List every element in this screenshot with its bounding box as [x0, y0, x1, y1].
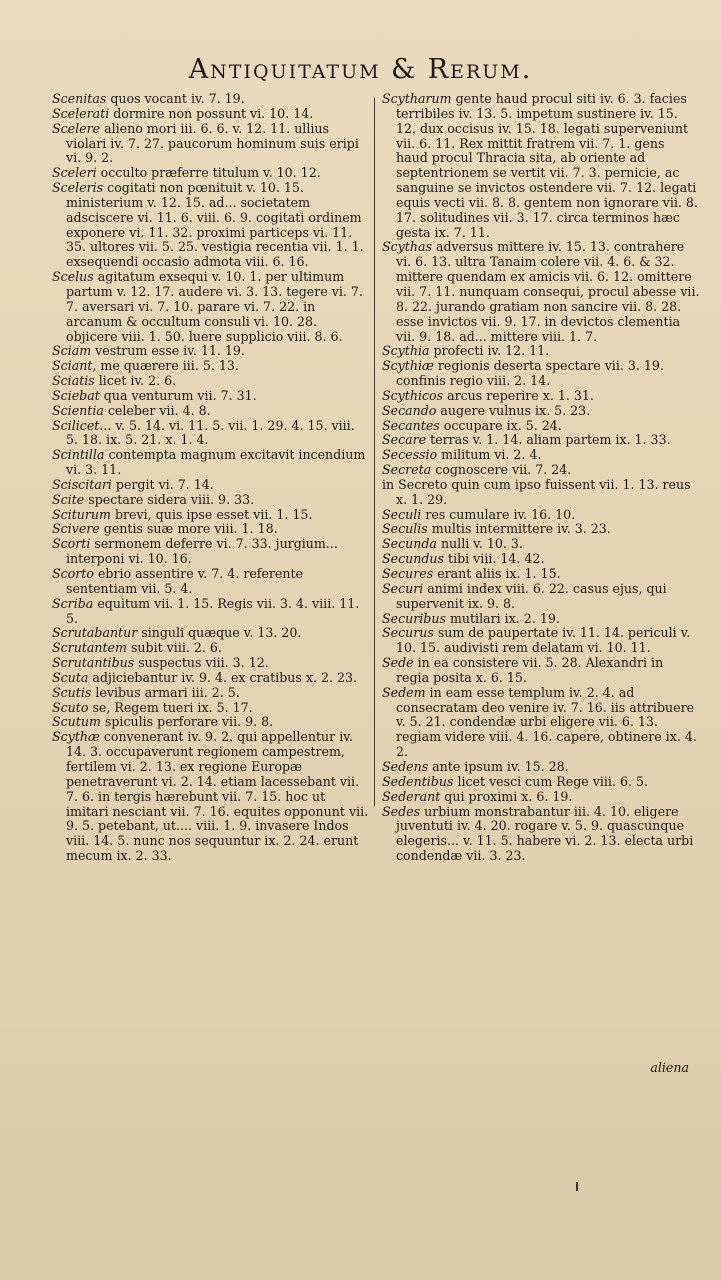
index-headword: Secando — [382, 402, 437, 418]
index-headword: Sciant — [52, 358, 93, 374]
index-references: celeber vii. 4. 8. — [103, 402, 211, 418]
index-entry — [52, 419, 369, 449]
index-references: augere vulnus ix. 5. 23. — [436, 402, 591, 418]
index-references: in ea consistere vii. 5. 28. Alexandri in regia posita x. 6. 15. — [396, 655, 664, 685]
index-headword: Scythicos — [382, 387, 444, 403]
index-references: terras v. 1. 14. aliam partem ix. 1. 33. — [426, 432, 671, 448]
index-entry — [382, 92, 700, 240]
index-entry — [52, 656, 369, 671]
index-entry — [52, 122, 369, 167]
index-headword: Sciam — [52, 343, 92, 359]
index-headword: Secreta — [382, 462, 432, 478]
index-headword: Scuto — [52, 699, 89, 715]
index-headword: Sciebat — [52, 387, 100, 403]
index-references: licet iv. 2. 6. — [94, 373, 177, 389]
index-references: ... v. 5. 14. vi. 11. 5. vii. 1. 29. 4. 15. viii. 5. 18. ix. 5. 21. x. 1. 4. — [66, 417, 355, 448]
index-entry — [382, 656, 700, 686]
index-headword: Seculi — [382, 506, 422, 522]
index-headword: Securi — [382, 580, 424, 596]
index-references: suspectus viii. 3. 12. — [134, 655, 269, 671]
index-entry — [52, 537, 369, 567]
index-headword: Sciatis — [52, 373, 95, 389]
index-headword: Scenitas — [52, 91, 107, 106]
index-entry — [382, 508, 700, 523]
index-headword: Sede — [382, 655, 414, 671]
running-header: Antiquitatum & Rerum. — [188, 54, 533, 85]
index-headword: Secare — [382, 432, 427, 448]
index-references: arcus reperire x. 1. 31. — [443, 387, 594, 403]
index-entry — [382, 775, 700, 790]
index-entry — [382, 537, 700, 552]
index-headword: Sedem — [382, 684, 426, 700]
index-references: brevi, quis ipse esset vii. 1. 15. — [110, 506, 313, 522]
index-entry — [52, 730, 369, 864]
index-entry — [382, 522, 700, 537]
index-headword: Scivere — [52, 521, 100, 537]
index-entry — [52, 448, 369, 478]
index-references: adversus mittere iv. 15. 13. contrahere vi. 6. 13. ultra Tanaim colere vii. 4. 6. & 32. mittere quendam ex amicis vii. 6. 12. omittere vii. 7. 11. nunquam consequi, procul abesse vii. 8. 22. jurando gratiam non sancire vii. 8. 28. esse invictos vii. 9. 17. in devictos clementia vii. 9. 18. ad... mittere viii. 1. 7. — [396, 239, 700, 344]
index-headword: Sciscitari — [52, 476, 112, 492]
index-entry — [382, 463, 700, 478]
index-references: agitatum exsequi v. 10. 1. per ultimum partum v. 12. 17. audere vi. 3. 13. tegere vi. 7. 7. aversari vi. 7. 10. parare vi. 7. 22. in arcanum & occultum consuli vi. 10. 28. objicere viii. 1. 50. luere supplicio viii. 8. 6. — [66, 269, 363, 344]
index-references: ante ipsum iv. 15. 28. — [428, 758, 569, 774]
index-entry — [52, 107, 369, 122]
index-entry — [382, 626, 700, 656]
index-references: equitum vii. 1. 15. Regis vii. 3. 4. viii. 11. 5. — [66, 595, 360, 626]
index-references: quos vocant iv. 7. 19. — [106, 91, 245, 106]
index-column-right — [382, 92, 700, 864]
index-headword: Scrutantibus — [52, 655, 135, 671]
index-references: dormire non possunt vi. 10. 14. — [109, 105, 314, 121]
index-references: adjiciebantur iv. 9. 4. ex cratibus x. 2. 23. — [88, 669, 358, 685]
index-headword: Sciturum — [52, 506, 111, 522]
index-references: regionis deserta spectare vii. 3. 19. confinis regio viii. 2. 14. — [396, 358, 664, 389]
index-references: erant aliis ix. 1. 15. — [433, 566, 561, 581]
index-entry — [382, 612, 700, 627]
index-entry — [52, 508, 369, 523]
index-references: spiculis perforare vii. 9. 8. — [100, 714, 274, 730]
index-references: , me quærere iii. 5. 13. — [92, 358, 239, 374]
page-mark — [576, 1182, 578, 1191]
index-headword: Scientia — [52, 402, 104, 418]
index-headword: Scorto — [52, 566, 94, 581]
index-references: urbium monstrabantur iii. 4. 10. eligere juventuti iv. 4. 20. rogare v. 5. 9. quascunque elegeris... v. 11. 5. habere vi. 2. 13. electa urbi condendæ vii. 3. 23. — [396, 803, 694, 864]
index-entry — [52, 389, 369, 404]
index-entry — [52, 92, 369, 107]
index-headword: Sceleris — [52, 180, 104, 196]
index-headword: Scuta — [52, 669, 89, 685]
index-headword: Secessio — [382, 447, 438, 463]
index-entry — [52, 701, 369, 716]
index-entry — [52, 359, 369, 374]
index-references: convenerant iv. 9. 2. qui appellentur iv. 14. 3. occupaverunt regionem campestrem, fertilem vi. 2. 13. ex regione Europæ penetraverunt vi. 2. 14. etiam lacessebant vii. 7. 6. in tergis hærebunt vii. 7. 15. hoc ut imitari nesciant vii. 7. 16. equites opponunt vii. 9. 5. petebant, ut.... viii. 1. 9. invasere Indos viii. 14. 5. nunc nos sequuntur ix. 2. 24. erunt mecum ix. 2. 33. — [66, 729, 369, 864]
index-entry — [52, 567, 369, 597]
index-column-left — [52, 92, 369, 864]
index-entry — [382, 552, 700, 567]
index-headword: Scriba — [52, 595, 94, 611]
index-entry — [52, 270, 369, 344]
index-entry — [382, 433, 700, 448]
index-headword: Sederant — [382, 788, 441, 804]
index-references: occulto præferre titulum v. 10. 12. — [96, 165, 321, 181]
index-references: animi index viii. 6. 22. casus ejus, qui supervenit ix. 9. 8. — [396, 580, 667, 611]
index-references: occupare ix. 5. 24. — [439, 417, 562, 433]
index-headword: Scythia — [382, 343, 430, 359]
index-headword: Sedes — [382, 803, 421, 819]
index-headword: Scythas — [382, 239, 432, 255]
index-references: in Secreto quin cum ipso fuissent vii. 1. 13. reus x. 1. 29. — [382, 476, 691, 507]
index-headword: Secures — [382, 566, 434, 581]
index-entry — [52, 344, 369, 359]
index-headword: Secantes — [382, 417, 440, 433]
index-references: cognoscere vii. 7. 24. — [431, 462, 572, 478]
index-references: sum de paupertate iv. 11. 14. periculi v. 10. 15. audivisti rem delatam vi. 10. 11. — [396, 625, 691, 656]
index-references: gente haud procul siti iv. 6. 3. facies terribiles iv. 13. 5. impetum sustinere iv. 15. 12. dux occisus iv. 15. 18. legati superveniunt vii. 6. 11. Rex mittit fratrem vii. 7. 1. gens haud procul Thracia sita, ab oriente ad septentrionem se vertit vii. 7. 3. pernicie, ac sanguine se invictos ostendere vii. 7. 12. legati equis vecti vii. 8. 8. gentem non ignorare vii. 8. 17. solitudines vii. 3. 17. circa terminos hæc gesta ix. 7. 11. — [396, 91, 698, 240]
index-headword: Scorti — [52, 536, 91, 552]
index-entry — [52, 715, 369, 730]
index-headword: Seculis — [382, 521, 428, 537]
index-headword: Scutis — [52, 684, 92, 700]
index-entry — [52, 626, 369, 641]
index-headword: Sedentibus — [382, 773, 454, 789]
index-entry — [382, 240, 700, 344]
index-headword: Scelus — [52, 269, 94, 285]
index-references: pergit vi. 7. 14. — [111, 476, 214, 492]
index-headword: Sedens — [382, 758, 429, 774]
index-entry — [382, 359, 700, 389]
index-references: ebrio assentire v. 7. 4. referente sententiam vii. 5. 4. — [66, 566, 304, 596]
index-headword: Secunda — [382, 536, 437, 552]
index-entry — [52, 478, 369, 493]
column-divider — [374, 98, 375, 806]
index-references: spectare sidera viii. 9. 33. — [84, 491, 255, 507]
index-references: singuli quæque v. 13. 20. — [137, 625, 302, 641]
index-entry — [52, 181, 369, 270]
index-entry — [382, 760, 700, 775]
index-entry — [382, 448, 700, 463]
index-references: levibus armari iii. 2. 5. — [91, 684, 240, 700]
index-references: res cumulare iv. 16. 10. — [421, 506, 576, 522]
index-headword: Secundus — [382, 551, 444, 567]
index-entry — [382, 567, 700, 582]
index-headword: Scrutabantur — [52, 625, 138, 641]
index-entry — [382, 478, 700, 508]
index-headword: Scelerati — [52, 105, 110, 121]
index-entry — [52, 597, 369, 627]
index-headword: Scintilla — [52, 447, 105, 463]
index-entry — [52, 166, 369, 181]
index-references: sermonem deferre vi. 7. 33. jurgium... interponi vi. 10. 16. — [66, 536, 338, 567]
index-references: in eam esse templum iv. 2. 4. ad consecratam deo venire iv. 7. 16. iis attribuere v. 5. 21. condendæ urbi eligere vii. 6. 13. regiam videre viii. 4. 16. capere, obtinere ix. 4. 2. — [396, 684, 697, 760]
index-entry — [52, 641, 369, 656]
index-entry — [382, 805, 700, 864]
index-entry — [382, 790, 700, 805]
index-references: qua venturum vii. 7. 31. — [99, 387, 257, 403]
index-entry — [52, 686, 369, 701]
index-entry — [52, 404, 369, 419]
index-references: multis intermittere iv. 3. 23. — [427, 521, 611, 537]
index-entry — [382, 389, 700, 404]
index-entry — [382, 582, 700, 612]
index-references: subit viii. 2. 6. — [126, 640, 222, 656]
index-headword: Scythæ — [52, 729, 100, 745]
index-references: profecti iv. 12. 11. — [429, 343, 550, 359]
index-headword: Scilicet — [52, 417, 100, 433]
index-entry — [382, 344, 700, 359]
index-headword: Scrutantem — [52, 640, 127, 656]
index-entry — [382, 686, 700, 760]
index-references: contempta magnum excitavit incendium vi. 3. 11. — [66, 447, 366, 478]
index-references: alieno mori iii. 6. 6. v. 12. 11. ullius violari iv. 7. 27. paucorum hominum suis eripi vi. 9. 2. — [66, 120, 359, 166]
index-headword: Scite — [52, 491, 85, 507]
index-references: tibi viii. 14. 42. — [444, 551, 545, 567]
index-entry — [52, 522, 369, 537]
index-references: qui proximi x. 6. 19. — [440, 788, 573, 804]
index-headword: Scutum — [52, 714, 101, 730]
index-entry — [52, 374, 369, 389]
index-headword: Scelere — [52, 120, 101, 136]
index-references: se, Regem tueri ix. 5. 17. — [88, 699, 253, 715]
index-references: mutilari ix. 2. 19. — [445, 610, 560, 626]
index-headword: Sceleri — [52, 165, 97, 181]
index-entry — [382, 404, 700, 419]
index-references: licet vesci cum Rege viii. 6. 5. — [453, 773, 648, 789]
index-entry — [52, 493, 369, 508]
index-references: gentis suæ more viii. 1. 18. — [99, 521, 278, 537]
index-references: nulli v. 10. 3. — [436, 536, 523, 552]
index-references: militum vi. 2. 4. — [437, 447, 542, 463]
index-headword: Scythiæ — [382, 358, 434, 374]
catchword: aliena — [650, 1060, 689, 1075]
index-entry — [382, 419, 700, 434]
index-headword: Scytharum — [382, 91, 452, 106]
index-headword: Securus — [382, 625, 434, 641]
index-references: cogitati non pœnituit v. 10. 15. ministerium v. 12. 15. ad... societatem adsciscere vi. 11. 6. viii. 6. 9. cogitati ordinem exponere vi. 11. 32. proximi particeps vi. 11. 35. ultores vii. 5. 25. vestigia recentia vii. 1. 1. exsequendi occasio admota viii. 6. 16. — [66, 180, 364, 270]
index-headword: Securibus — [382, 610, 446, 626]
index-references: vestrum esse iv. 11. 19. — [91, 343, 245, 359]
index-entry — [52, 671, 369, 686]
